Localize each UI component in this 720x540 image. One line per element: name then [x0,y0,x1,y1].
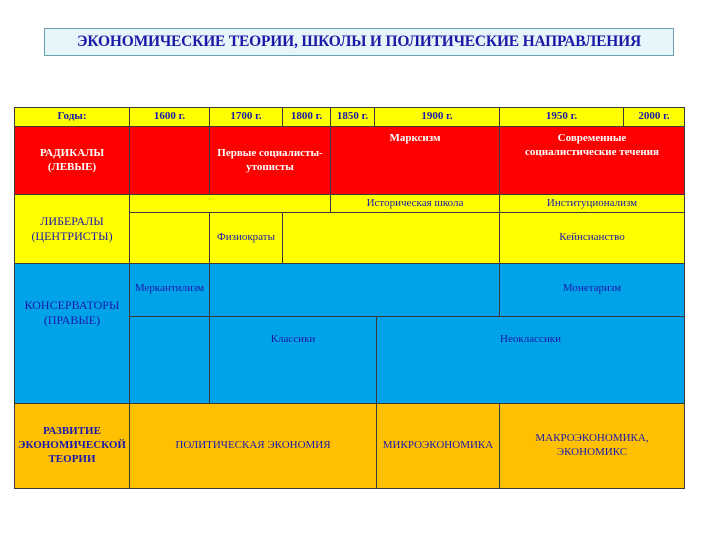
liberals-empty-cell [129,212,210,264]
page-title: ЭКОНОМИЧЕСКИЕ ТЕОРИИ, ШКОЛЫ И ПОЛИТИЧЕСКИЕ НАПРАВЛЕНИЯ [77,33,641,50]
year-1600: 1600 г. [129,107,210,127]
row-label-radicals: РАДИКАЛЫ (ЛЕВЫЕ) [14,126,130,195]
row-label-development: РАЗВИТИЕ ЭКОНОМИЧЕСКОЙ ТЕОРИИ [14,403,130,489]
row-label-liberals: ЛИБЕРАЛЫ (ЦЕНТРИСТЫ) [14,194,130,264]
year-1900: 1900 г. [374,107,500,127]
row-label-conservatives: КОНСЕРВАТОРЫ (ПРАВЫЕ) [14,263,130,404]
year-1800: 1800 г. [282,107,331,127]
years-label: Годы: [14,107,130,127]
year-1950: 1950 г. [499,107,624,127]
marxism-cell: Марксизм [330,126,500,195]
neoclassics-cell: Неоклассики [376,316,685,404]
modern-socialist-cell: Современные социалистические течения [499,126,685,195]
mercantilism-cell: Меркантилизм [129,263,210,317]
keynesianism-cell: Кейнсианство [499,212,685,264]
political-economy-cell: ПОЛИТИЧЕСКАЯ ЭКОНОМИЯ [129,403,377,489]
liberals-gap-cell [282,212,500,264]
conservatives-empty-left [129,316,210,404]
historical-school-cell: Историческая школа [330,194,500,213]
page-title-box [44,28,674,56]
conservatives-empty-top [209,263,500,317]
year-1700: 1700 г. [209,107,283,127]
physiocrats-cell: Физиократы [209,212,283,264]
liberals-empty-top [129,194,331,213]
microeconomics-cell: МИКРОЭКОНОМИКА [376,403,500,489]
institutionalism-cell: Институционализм [499,194,685,213]
macroeconomics-cell: МАКРОЭКОНОМИКА, ЭКОНОМИКС [499,403,685,489]
classics-cell: Классики [209,316,377,404]
year-1850: 1850 г. [330,107,375,127]
first-socialists-cell: Первые социалисты- утописты [209,126,331,195]
year-2000: 2000 г. [623,107,685,127]
radicals-empty-cell [129,126,210,195]
monetarism-cell: Монетаризм [499,263,685,317]
